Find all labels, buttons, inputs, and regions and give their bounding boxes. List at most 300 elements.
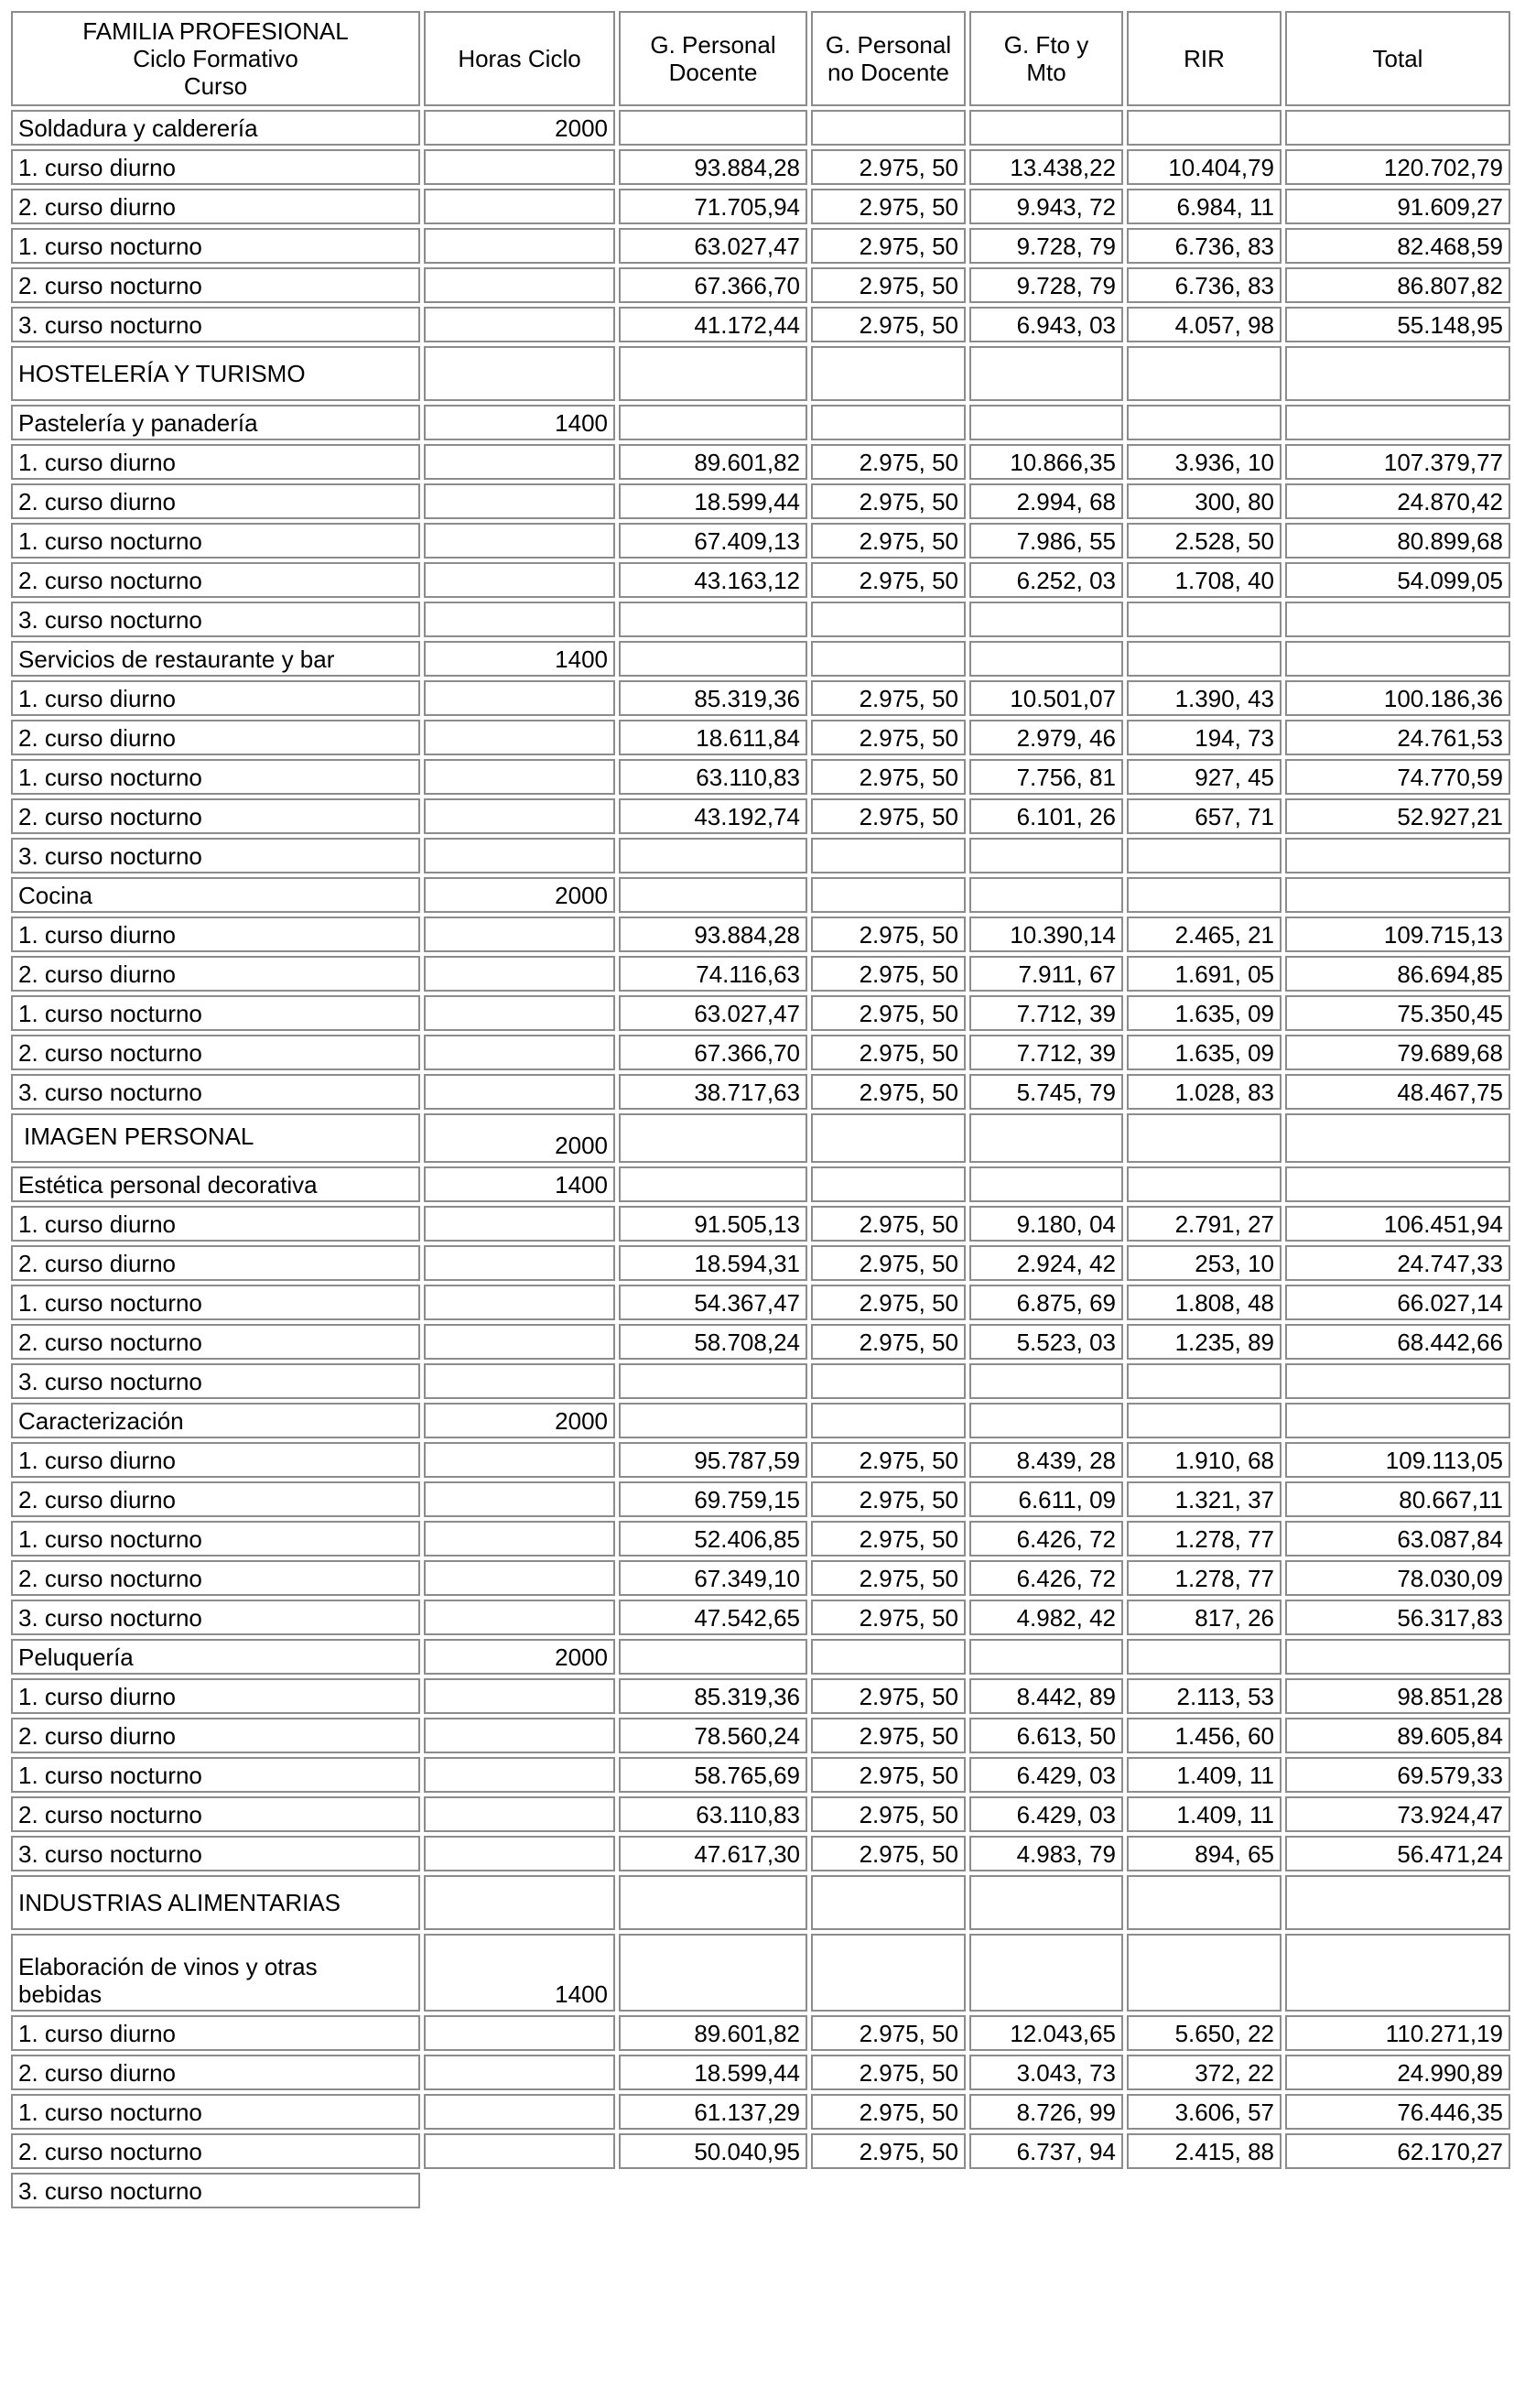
fto-mto-cell: 10.501,07 bbox=[969, 680, 1123, 716]
rir-cell: 6.984, 11 bbox=[1127, 189, 1281, 224]
total-cell: 91.609,27 bbox=[1285, 189, 1510, 224]
personal-no-docente-cell: 2.975, 50 bbox=[811, 680, 966, 716]
row-label: IMAGEN PERSONAL bbox=[11, 1113, 420, 1163]
hours-cell bbox=[424, 1875, 615, 1930]
row-label: Soldadura y calderería bbox=[11, 110, 420, 146]
fto-mto-cell: 9.180, 04 bbox=[969, 1206, 1123, 1242]
fto-mto-cell: 9.728, 79 bbox=[969, 228, 1123, 264]
fto-mto-cell: 12.043,65 bbox=[969, 2015, 1123, 2051]
header-personal-docente: G. Personal Docente bbox=[619, 11, 807, 106]
course-row bbox=[11, 1521, 1510, 1557]
row-label: 2. curso nocturno bbox=[11, 798, 420, 834]
rir-cell: 3.606, 57 bbox=[1127, 2094, 1281, 2130]
hours-cell bbox=[424, 1678, 615, 1714]
rir-cell: 300, 80 bbox=[1127, 483, 1281, 519]
hours-cell bbox=[424, 759, 615, 795]
personal-no-docente-cell bbox=[811, 1166, 966, 1202]
rir-cell bbox=[1127, 877, 1281, 913]
personal-no-docente-cell: 2.975, 50 bbox=[811, 759, 966, 795]
personal-docente-cell: 47.617,30 bbox=[619, 1836, 807, 1871]
header-total: Total bbox=[1285, 11, 1510, 106]
total-cell: 120.702,79 bbox=[1285, 149, 1510, 185]
row-label: HOSTELERÍA Y TURISMO bbox=[11, 346, 420, 401]
course-row bbox=[11, 1324, 1510, 1360]
row-label: 2. curso diurno bbox=[11, 189, 420, 224]
personal-docente-cell: 67.366,70 bbox=[619, 267, 807, 303]
row-label: Caracterización bbox=[11, 1403, 420, 1438]
total-cell: 109.715,13 bbox=[1285, 917, 1510, 952]
row-label: 2. curso diurno bbox=[11, 2055, 420, 2090]
fto-mto-cell bbox=[969, 602, 1123, 637]
personal-no-docente-cell: 2.975, 50 bbox=[811, 995, 966, 1031]
personal-no-docente-cell: 2.975, 50 bbox=[811, 956, 966, 992]
hours-cell: 2000 bbox=[424, 1403, 615, 1438]
personal-no-docente-cell: 2.975, 50 bbox=[811, 2055, 966, 2090]
personal-docente-cell: 93.884,28 bbox=[619, 149, 807, 185]
fto-mto-cell bbox=[969, 346, 1123, 401]
fto-mto-cell: 3.043, 73 bbox=[969, 2055, 1123, 2090]
personal-no-docente-cell: 2.975, 50 bbox=[811, 2094, 966, 2130]
total-cell: 98.851,28 bbox=[1285, 1678, 1510, 1714]
course-row bbox=[11, 267, 1510, 303]
personal-docente-cell bbox=[619, 110, 807, 146]
course-row bbox=[11, 798, 1510, 834]
total-cell: 74.770,59 bbox=[1285, 759, 1510, 795]
personal-docente-cell bbox=[619, 1363, 807, 1399]
fto-mto-cell: 13.438,22 bbox=[969, 149, 1123, 185]
hours-cell: 1400 bbox=[424, 1166, 615, 1202]
rir-cell: 1.278, 77 bbox=[1127, 1521, 1281, 1557]
personal-no-docente-cell: 2.975, 50 bbox=[811, 1481, 966, 1517]
row-label: 2. curso diurno bbox=[11, 1481, 420, 1517]
personal-docente-cell: 78.560,24 bbox=[619, 1718, 807, 1753]
personal-docente-cell bbox=[619, 1639, 807, 1675]
personal-docente-cell bbox=[619, 405, 807, 440]
fto-mto-cell: 8.726, 99 bbox=[969, 2094, 1123, 2130]
fto-mto-cell: 6.875, 69 bbox=[969, 1285, 1123, 1320]
total-cell: 86.807,82 bbox=[1285, 267, 1510, 303]
course-row bbox=[11, 917, 1510, 952]
total-cell bbox=[1285, 877, 1510, 913]
personal-docente-cell: 58.765,69 bbox=[619, 1757, 807, 1793]
rir-cell: 5.650, 22 bbox=[1127, 2015, 1281, 2051]
personal-no-docente-cell bbox=[811, 1875, 966, 1930]
total-cell bbox=[1285, 1934, 1510, 2012]
personal-docente-cell: 43.163,12 bbox=[619, 562, 807, 598]
personal-docente-cell: 95.787,59 bbox=[619, 1442, 807, 1478]
fto-mto-cell: 6.426, 72 bbox=[969, 1521, 1123, 1557]
total-cell: 107.379,77 bbox=[1285, 444, 1510, 480]
fto-mto-cell: 6.943, 03 bbox=[969, 307, 1123, 342]
rir-cell: 4.057, 98 bbox=[1127, 307, 1281, 342]
course-row bbox=[11, 1285, 1510, 1320]
personal-no-docente-cell: 2.975, 50 bbox=[811, 189, 966, 224]
hours-cell bbox=[424, 1560, 615, 1596]
rir-cell: 1.409, 11 bbox=[1127, 1757, 1281, 1793]
personal-no-docente-cell bbox=[811, 346, 966, 401]
personal-docente-cell bbox=[619, 838, 807, 873]
personal-no-docente-cell: 2.975, 50 bbox=[811, 1324, 966, 1360]
hours-cell bbox=[424, 562, 615, 598]
hours-cell bbox=[424, 1521, 615, 1557]
personal-no-docente-cell: 2.975, 50 bbox=[811, 1521, 966, 1557]
personal-docente-cell: 47.542,65 bbox=[619, 1600, 807, 1635]
row-label: 3. curso nocturno bbox=[11, 838, 420, 873]
personal-no-docente-cell bbox=[811, 877, 966, 913]
total-cell: 109.113,05 bbox=[1285, 1442, 1510, 1478]
row-label: 2. curso diurno bbox=[11, 956, 420, 992]
row-label: 2. curso diurno bbox=[11, 1718, 420, 1753]
fto-mto-cell: 7.712, 39 bbox=[969, 1035, 1123, 1070]
hours-cell bbox=[424, 1035, 615, 1070]
personal-no-docente-cell: 2.975, 50 bbox=[811, 2015, 966, 2051]
total-cell: 24.761,53 bbox=[1285, 720, 1510, 755]
total-cell bbox=[1285, 1113, 1510, 1163]
course-row bbox=[11, 562, 1510, 598]
hours-cell bbox=[424, 2133, 615, 2169]
fto-mto-cell bbox=[969, 1363, 1123, 1399]
total-cell: 73.924,47 bbox=[1285, 1796, 1510, 1832]
personal-no-docente-cell: 2.975, 50 bbox=[811, 307, 966, 342]
total-cell: 52.927,21 bbox=[1285, 798, 1510, 834]
fto-mto-cell bbox=[969, 877, 1123, 913]
hours-cell bbox=[424, 1442, 615, 1478]
cost-table bbox=[7, 7, 1514, 2212]
hours-cell bbox=[424, 1836, 615, 1871]
row-label: 1. curso nocturno bbox=[11, 1521, 420, 1557]
fto-mto-cell: 7.756, 81 bbox=[969, 759, 1123, 795]
row-label: 1. curso nocturno bbox=[11, 2094, 420, 2130]
fto-mto-cell bbox=[969, 405, 1123, 440]
total-cell: 55.148,95 bbox=[1285, 307, 1510, 342]
total-cell: 24.747,33 bbox=[1285, 1245, 1510, 1281]
course-row bbox=[11, 1035, 1510, 1070]
cycle-row bbox=[11, 1403, 1510, 1438]
personal-docente-cell: 67.349,10 bbox=[619, 1560, 807, 1596]
fto-mto-cell bbox=[969, 1166, 1123, 1202]
row-label: 1. curso nocturno bbox=[11, 1757, 420, 1793]
total-cell: 69.579,33 bbox=[1285, 1757, 1510, 1793]
row-label: Cocina bbox=[11, 877, 420, 913]
personal-no-docente-cell: 2.975, 50 bbox=[811, 1560, 966, 1596]
row-label: 2. curso diurno bbox=[11, 483, 420, 519]
hours-cell bbox=[424, 798, 615, 834]
personal-docente-cell: 38.717,63 bbox=[619, 1074, 807, 1110]
row-label: 2. curso nocturno bbox=[11, 562, 420, 598]
personal-docente-cell: 85.319,36 bbox=[619, 680, 807, 716]
hours-cell bbox=[424, 1245, 615, 1281]
cycle-row bbox=[11, 641, 1510, 677]
fto-mto-cell: 6.101, 26 bbox=[969, 798, 1123, 834]
rir-cell: 372, 22 bbox=[1127, 2055, 1281, 2090]
personal-no-docente-cell bbox=[811, 1934, 966, 2012]
personal-no-docente-cell: 2.975, 50 bbox=[811, 917, 966, 952]
hours-cell bbox=[424, 838, 615, 873]
course-row bbox=[11, 444, 1510, 480]
rir-cell bbox=[1127, 1403, 1281, 1438]
total-cell: 106.451,94 bbox=[1285, 1206, 1510, 1242]
course-row bbox=[11, 759, 1510, 795]
course-row bbox=[11, 1206, 1510, 1242]
fto-mto-cell: 2.924, 42 bbox=[969, 1245, 1123, 1281]
rir-cell: 1.691, 05 bbox=[1127, 956, 1281, 992]
personal-no-docente-cell: 2.975, 50 bbox=[811, 798, 966, 834]
row-label: 3. curso nocturno bbox=[11, 307, 420, 342]
row-label: 3. curso nocturno bbox=[11, 2173, 420, 2208]
total-cell bbox=[1285, 641, 1510, 677]
fto-mto-cell: 6.426, 72 bbox=[969, 1560, 1123, 1596]
personal-no-docente-cell bbox=[811, 1113, 966, 1163]
personal-docente-cell: 91.505,13 bbox=[619, 1206, 807, 1242]
hours-cell: 1400 bbox=[424, 641, 615, 677]
course-row bbox=[11, 1481, 1510, 1517]
personal-docente-cell: 63.027,47 bbox=[619, 228, 807, 264]
personal-no-docente-cell: 2.975, 50 bbox=[811, 1285, 966, 1320]
rir-cell: 3.936, 10 bbox=[1127, 444, 1281, 480]
total-cell bbox=[1285, 1363, 1510, 1399]
hours-cell bbox=[424, 267, 615, 303]
personal-no-docente-cell: 2.975, 50 bbox=[811, 1718, 966, 1753]
personal-no-docente-cell: 2.975, 50 bbox=[811, 1245, 966, 1281]
personal-no-docente-cell: 2.975, 50 bbox=[811, 2133, 966, 2169]
total-cell bbox=[1285, 1639, 1510, 1675]
total-cell bbox=[1285, 1875, 1510, 1930]
row-label: Servicios de restaurante y bar bbox=[11, 641, 420, 677]
course-row bbox=[11, 680, 1510, 716]
row-label: 1. curso diurno bbox=[11, 680, 420, 716]
hours-cell bbox=[424, 307, 615, 342]
fto-mto-cell: 5.523, 03 bbox=[969, 1324, 1123, 1360]
rir-cell: 2.113, 53 bbox=[1127, 1678, 1281, 1714]
personal-no-docente-cell: 2.975, 50 bbox=[811, 1757, 966, 1793]
hours-cell bbox=[424, 1285, 615, 1320]
rir-cell: 2.415, 88 bbox=[1127, 2133, 1281, 2169]
fto-mto-cell: 6.737, 94 bbox=[969, 2133, 1123, 2169]
total-cell: 79.689,68 bbox=[1285, 1035, 1510, 1070]
total-cell: 86.694,85 bbox=[1285, 956, 1510, 992]
rir-cell: 657, 71 bbox=[1127, 798, 1281, 834]
row-label: 3. curso nocturno bbox=[11, 1836, 420, 1871]
personal-docente-cell bbox=[619, 1166, 807, 1202]
hours-cell bbox=[424, 2055, 615, 2090]
cycle-row bbox=[11, 1166, 1510, 1202]
header-rir: RIR bbox=[1127, 11, 1281, 106]
row-label: Peluquería bbox=[11, 1639, 420, 1675]
rir-cell: 1.635, 09 bbox=[1127, 995, 1281, 1031]
cycle-row bbox=[11, 877, 1510, 913]
hours-cell bbox=[424, 917, 615, 952]
hours-cell bbox=[424, 995, 615, 1031]
hours-cell: 2000 bbox=[424, 1113, 615, 1163]
fto-mto-cell: 6.252, 03 bbox=[969, 562, 1123, 598]
total-cell: 24.870,42 bbox=[1285, 483, 1510, 519]
course-row bbox=[11, 523, 1510, 559]
hours-cell bbox=[424, 149, 615, 185]
course-row bbox=[11, 838, 1510, 873]
course-row bbox=[11, 2055, 1510, 2090]
rir-cell bbox=[1127, 1875, 1281, 1930]
hours-cell bbox=[424, 2015, 615, 2051]
fto-mto-cell: 7.712, 39 bbox=[969, 995, 1123, 1031]
course-row bbox=[11, 307, 1510, 342]
fto-mto-cell: 6.429, 03 bbox=[969, 1796, 1123, 1832]
rir-cell bbox=[1127, 1113, 1281, 1163]
row-label: 1. curso nocturno bbox=[11, 228, 420, 264]
rir-cell bbox=[1127, 1934, 1281, 2012]
course-row bbox=[11, 1836, 1510, 1871]
cycle-row bbox=[11, 110, 1510, 146]
hours-cell bbox=[424, 602, 615, 637]
hours-cell: 2000 bbox=[424, 110, 615, 146]
personal-docente-cell: 89.601,82 bbox=[619, 444, 807, 480]
total-cell: 89.605,84 bbox=[1285, 1718, 1510, 1753]
rir-cell: 927, 45 bbox=[1127, 759, 1281, 795]
total-cell bbox=[1285, 602, 1510, 637]
course-row bbox=[11, 1560, 1510, 1596]
fto-mto-cell: 10.866,35 bbox=[969, 444, 1123, 480]
course-row bbox=[11, 1245, 1510, 1281]
row-label: 2. curso nocturno bbox=[11, 1324, 420, 1360]
course-row bbox=[11, 483, 1510, 519]
total-cell: 48.467,75 bbox=[1285, 1074, 1510, 1110]
personal-docente-cell bbox=[619, 346, 807, 401]
personal-docente-cell: 18.599,44 bbox=[619, 483, 807, 519]
course-row bbox=[11, 2094, 1510, 2130]
fto-mto-cell: 2.994, 68 bbox=[969, 483, 1123, 519]
row-label: INDUSTRIAS ALIMENTARIAS bbox=[11, 1875, 420, 1930]
rir-cell: 6.736, 83 bbox=[1127, 228, 1281, 264]
fto-mto-cell: 2.979, 46 bbox=[969, 720, 1123, 755]
personal-docente-cell: 63.027,47 bbox=[619, 995, 807, 1031]
fto-mto-cell bbox=[969, 1639, 1123, 1675]
personal-no-docente-cell bbox=[811, 110, 966, 146]
hours-cell bbox=[424, 346, 615, 401]
hours-cell: 1400 bbox=[424, 1934, 615, 2012]
total-cell: 56.317,83 bbox=[1285, 1600, 1510, 1635]
fto-mto-cell bbox=[969, 1875, 1123, 1930]
rir-cell: 1.808, 48 bbox=[1127, 1285, 1281, 1320]
course-row bbox=[11, 1757, 1510, 1793]
personal-docente-cell: 85.319,36 bbox=[619, 1678, 807, 1714]
rir-cell: 894, 65 bbox=[1127, 1836, 1281, 1871]
rir-cell bbox=[1127, 1166, 1281, 1202]
hours-cell bbox=[424, 1074, 615, 1110]
personal-no-docente-cell: 2.975, 50 bbox=[811, 1442, 966, 1478]
course-row bbox=[11, 1678, 1510, 1714]
rir-cell bbox=[1127, 838, 1281, 873]
personal-docente-cell: 93.884,28 bbox=[619, 917, 807, 952]
fto-mto-cell bbox=[969, 1403, 1123, 1438]
cycle-row bbox=[11, 405, 1510, 440]
row-label: Elaboración de vinos y otras bebidas bbox=[11, 1934, 420, 2012]
personal-no-docente-cell: 2.975, 50 bbox=[811, 267, 966, 303]
rir-cell: 2.528, 50 bbox=[1127, 523, 1281, 559]
personal-no-docente-cell bbox=[811, 602, 966, 637]
personal-docente-cell: 71.705,94 bbox=[619, 189, 807, 224]
total-cell: 82.468,59 bbox=[1285, 228, 1510, 264]
personal-no-docente-cell: 2.975, 50 bbox=[811, 523, 966, 559]
rir-cell bbox=[1127, 346, 1281, 401]
row-label: Pastelería y panadería bbox=[11, 405, 420, 440]
fto-mto-cell: 6.611, 09 bbox=[969, 1481, 1123, 1517]
course-row bbox=[11, 228, 1510, 264]
rir-cell: 1.235, 89 bbox=[1127, 1324, 1281, 1360]
fto-mto-cell: 7.911, 67 bbox=[969, 956, 1123, 992]
fto-mto-cell: 4.983, 79 bbox=[969, 1836, 1123, 1871]
course-row bbox=[11, 2015, 1510, 2051]
personal-no-docente-cell bbox=[811, 1363, 966, 1399]
personal-docente-cell bbox=[619, 602, 807, 637]
rir-cell bbox=[1127, 110, 1281, 146]
total-cell: 63.087,84 bbox=[1285, 1521, 1510, 1557]
rir-cell bbox=[1127, 1639, 1281, 1675]
personal-no-docente-cell bbox=[811, 641, 966, 677]
course-row bbox=[11, 995, 1510, 1031]
fto-mto-cell bbox=[969, 1113, 1123, 1163]
personal-docente-cell: 69.759,15 bbox=[619, 1481, 807, 1517]
rir-cell bbox=[1127, 641, 1281, 677]
row-label: Estética personal decorativa bbox=[11, 1166, 420, 1202]
course-row bbox=[11, 149, 1510, 185]
course-row bbox=[11, 1074, 1510, 1110]
fto-mto-cell: 5.745, 79 bbox=[969, 1074, 1123, 1110]
personal-docente-cell: 18.599,44 bbox=[619, 2055, 807, 2090]
hours-cell: 1400 bbox=[424, 405, 615, 440]
row-label: 2. curso nocturno bbox=[11, 1560, 420, 1596]
hours-cell bbox=[424, 1796, 615, 1832]
personal-no-docente-cell: 2.975, 50 bbox=[811, 1035, 966, 1070]
hours-cell bbox=[424, 680, 615, 716]
rir-cell: 2.791, 27 bbox=[1127, 1206, 1281, 1242]
rir-cell: 1.321, 37 bbox=[1127, 1481, 1281, 1517]
fto-mto-cell bbox=[969, 110, 1123, 146]
header-fto-mto: G. Fto y Mto bbox=[969, 11, 1123, 106]
total-cell bbox=[1285, 110, 1510, 146]
hours-cell bbox=[424, 483, 615, 519]
family-row bbox=[11, 1875, 1510, 1930]
total-cell: 76.446,35 bbox=[1285, 2094, 1510, 2130]
personal-docente-cell: 52.406,85 bbox=[619, 1521, 807, 1557]
fto-mto-cell: 7.986, 55 bbox=[969, 523, 1123, 559]
personal-no-docente-cell: 2.975, 50 bbox=[811, 1836, 966, 1871]
course-row bbox=[11, 1600, 1510, 1635]
row-label: 1. curso nocturno bbox=[11, 759, 420, 795]
personal-docente-cell: 41.172,44 bbox=[619, 307, 807, 342]
personal-docente-cell: 50.040,95 bbox=[619, 2133, 807, 2169]
row-label: 3. curso nocturno bbox=[11, 602, 420, 637]
cycle-row bbox=[11, 1639, 1510, 1675]
total-cell: 100.186,36 bbox=[1285, 680, 1510, 716]
total-cell: 62.170,27 bbox=[1285, 2133, 1510, 2169]
total-cell: 66.027,14 bbox=[1285, 1285, 1510, 1320]
personal-docente-cell: 89.601,82 bbox=[619, 2015, 807, 2051]
fto-mto-cell: 4.982, 42 bbox=[969, 1600, 1123, 1635]
family-row bbox=[11, 1113, 1510, 1163]
fto-mto-cell: 9.943, 72 bbox=[969, 189, 1123, 224]
personal-no-docente-cell bbox=[811, 838, 966, 873]
total-cell bbox=[1285, 346, 1510, 401]
personal-docente-cell: 58.708,24 bbox=[619, 1324, 807, 1360]
personal-docente-cell bbox=[619, 1875, 807, 1930]
rir-cell: 1.028, 83 bbox=[1127, 1074, 1281, 1110]
row-label: 2. curso nocturno bbox=[11, 1035, 420, 1070]
fto-mto-cell: 10.390,14 bbox=[969, 917, 1123, 952]
personal-no-docente-cell: 2.975, 50 bbox=[811, 1796, 966, 1832]
total-cell bbox=[1285, 838, 1510, 873]
rir-cell: 1.910, 68 bbox=[1127, 1442, 1281, 1478]
header-row bbox=[11, 11, 1510, 106]
header-personal-no-docente: G. Personal no Docente bbox=[811, 11, 966, 106]
